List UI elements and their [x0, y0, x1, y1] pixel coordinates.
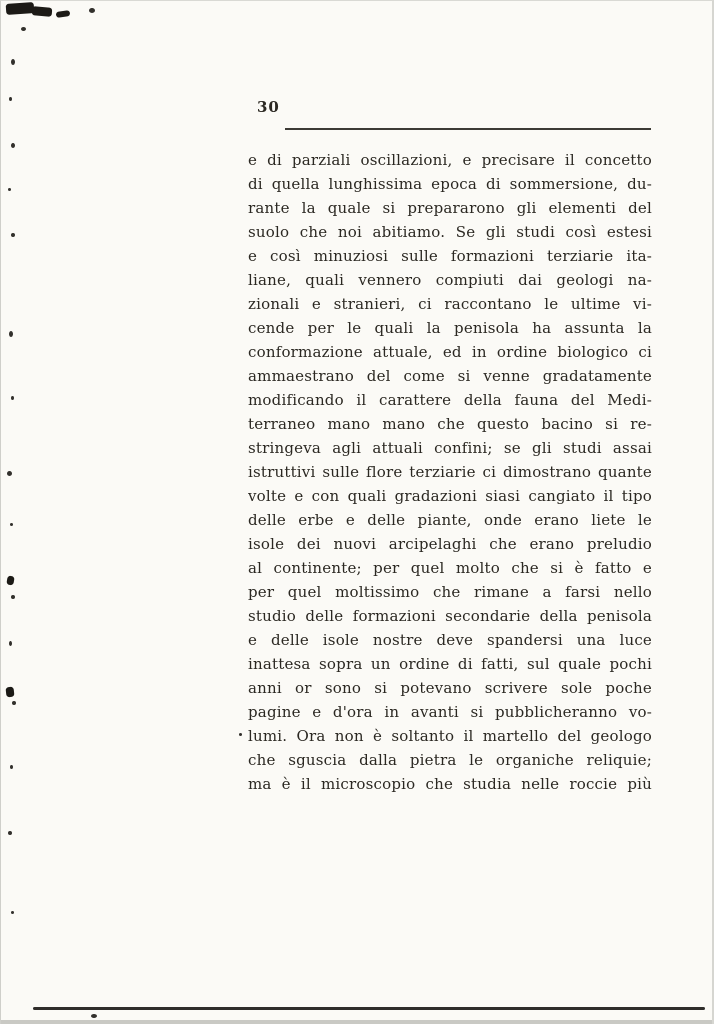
text-line: suolo che noi abitiamo. Se gli studi così estesi	[248, 223, 652, 241]
scan-smudge	[5, 687, 14, 698]
ink-speck	[89, 8, 95, 13]
ink-speck	[10, 523, 13, 526]
page-number: 30	[257, 98, 280, 116]
text-line: terraneo mano mano che questo bacino si re-	[248, 415, 652, 433]
scan-smudge	[6, 2, 35, 15]
text-line: e così minuziosi sulle formazioni terziarie ita-	[248, 247, 652, 265]
text-line: ma è il microscopio che studia nelle roccie più	[248, 775, 652, 793]
ink-speck	[11, 143, 15, 148]
text-line: pagine e d'ora in avanti si pubblicheranno vo-	[248, 703, 652, 721]
ink-speck	[11, 233, 15, 237]
ink-speck	[10, 765, 13, 769]
scan-smudge	[56, 10, 71, 18]
text-line: di quella lunghissima epoca di sommersione, du-	[248, 175, 652, 193]
ink-speck	[7, 471, 12, 476]
body-text	[248, 148, 652, 796]
header-rule	[285, 128, 651, 130]
text-line: per quel moltissimo che rimane a farsi nello	[248, 583, 652, 601]
ink-speck	[9, 331, 13, 337]
ink-speck	[11, 911, 14, 914]
text-line: inattesa sopra un ordine di fatti, sul quale pochi	[248, 655, 652, 673]
text-line: rante la quale si prepararono gli elementi del	[248, 199, 652, 217]
ink-speck	[8, 831, 12, 835]
text-line: al continente; per quel molto che si è fatto e	[248, 559, 652, 577]
ink-speck	[91, 1014, 97, 1018]
text-line: volte e con quali gradazioni siasi cangiato il tipo	[248, 487, 652, 505]
text-line: studio delle formazioni secondarie della penisola	[248, 607, 652, 625]
scan-smudge	[32, 6, 53, 17]
ink-speck	[239, 733, 242, 736]
ink-speck	[11, 59, 15, 65]
ink-speck	[11, 595, 15, 599]
text-line: che sguscia dalla pietra le organiche reliquie;	[248, 751, 652, 769]
ink-speck	[12, 701, 16, 705]
bottom-scan-line	[33, 1007, 705, 1010]
scan-smudge	[6, 575, 14, 585]
text-line: cende per le quali la penisola ha assunta la	[248, 319, 652, 337]
text-line: liane, quali vennero compiuti dai geologi na-	[248, 271, 652, 289]
text-line: anni or sono si potevano scrivere sole poche	[248, 679, 652, 697]
text-line: isole dei nuovi arcipelaghi che erano preludio	[248, 535, 652, 553]
ink-speck	[9, 97, 12, 101]
text-line: modificando il carattere della fauna del Medi-	[248, 391, 652, 409]
text-line: lumi. Ora non è soltanto il martello del geologo	[248, 727, 652, 745]
text-line: delle erbe e delle piante, onde erano liete le	[248, 511, 652, 529]
text-line: ammaestrano del come si venne gradatamente	[248, 367, 652, 385]
text-line: e delle isole nostre deve spandersi una luce	[248, 631, 652, 649]
page-bottom-edge	[1, 1020, 714, 1024]
ink-speck	[21, 27, 26, 31]
text-line: zionali e stranieri, ci raccontano le ultime vi-	[248, 295, 652, 313]
ink-speck	[9, 641, 12, 646]
text-line: e di parziali oscillazioni, e precisare il concetto	[248, 151, 652, 169]
ink-speck	[8, 188, 11, 191]
text-line: stringeva agli attuali confini; se gli studi assai	[248, 439, 652, 457]
ink-speck	[11, 396, 14, 400]
text-line: istruttivi sulle flore terziarie ci dimostrano quante	[248, 463, 652, 481]
text-line: conformazione attuale, ed in ordine biologico ci	[248, 343, 652, 361]
